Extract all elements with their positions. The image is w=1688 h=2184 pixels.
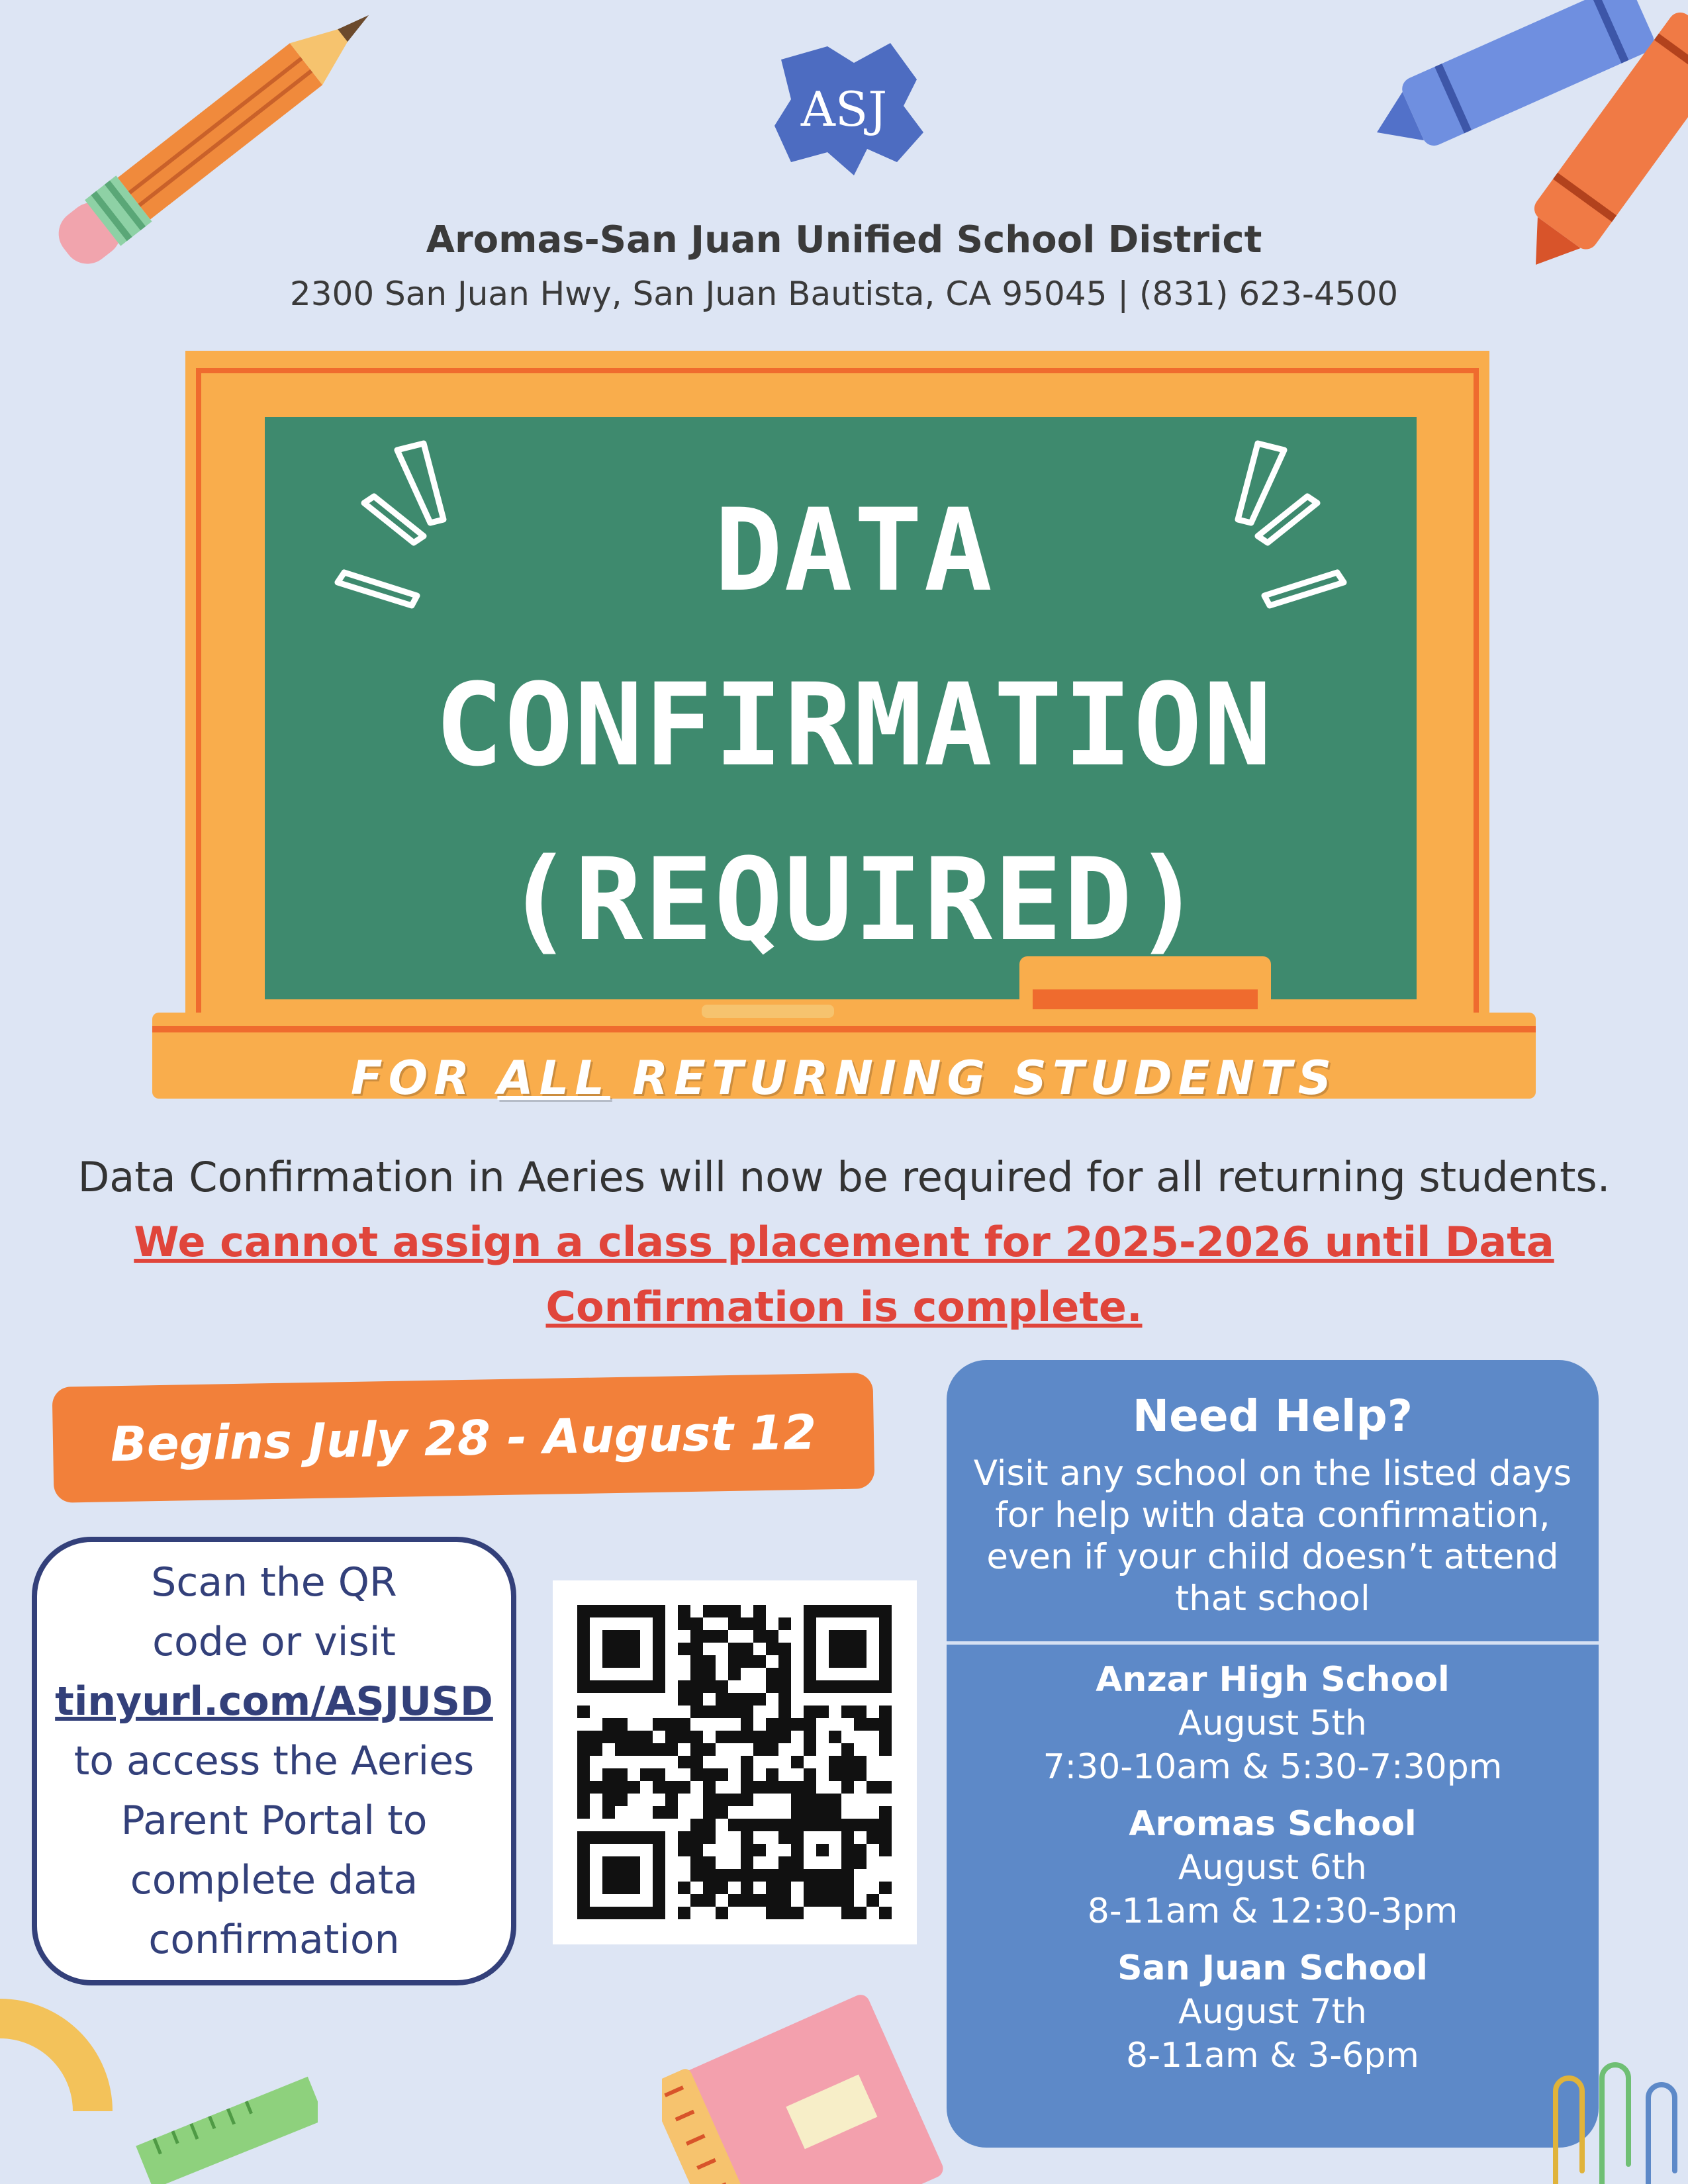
scan-line-2: code or visit [152, 1619, 396, 1665]
help-divider [947, 1641, 1599, 1645]
help-title: Need Help? [1132, 1390, 1413, 1441]
help-intro [947, 1360, 1599, 1641]
logo-text: ASJ [800, 81, 888, 137]
scan-line-4: Parent Portal to [120, 1797, 428, 1844]
school-name: Anzar High School [1096, 1660, 1450, 1700]
schedule-san-juan [947, 1946, 1599, 2077]
school-hours: 8-11am & 3-6pm [1126, 2036, 1419, 2075]
scan-line-1: Scan the QR [151, 1559, 397, 1606]
ruler-illustration [0, 1979, 318, 2184]
scan-instructions [32, 1537, 516, 1985]
school-date: August 5th [1178, 1704, 1367, 1743]
board-title-line-3: (REQUIRED) [504, 833, 1203, 966]
qr-code[interactable] [553, 1580, 917, 1944]
district-logo [755, 33, 933, 185]
board-title-line-1: DATA [714, 484, 994, 617]
qr-code-graphic [553, 1580, 917, 1944]
tinyurl-link[interactable]: tinyurl.com/ASJUSD [55, 1678, 493, 1725]
returning-students-banner [152, 1051, 1536, 1105]
paperclips-illustration [1529, 2052, 1688, 2184]
schedule-aromas [947, 1802, 1599, 1933]
school-date: August 6th [1178, 1848, 1367, 1888]
school-hours: 8-11am & 12:30-3pm [1087, 1891, 1458, 1931]
school-hours: 7:30-10am & 5:30-7:30pm [1043, 1747, 1503, 1787]
school-name: Aromas School [1129, 1804, 1417, 1844]
board-title-line-2: CONFIRMATION [434, 659, 1274, 792]
school-date: August 7th [1178, 1992, 1367, 2032]
banner-suffix: RETURNING STUDENTS [610, 1051, 1338, 1105]
banner-prefix: FOR [350, 1051, 498, 1105]
intro-text: Data Confirmation in Aeries will now be required for all returning students. [77, 1153, 1611, 1201]
district-address: 2300 San Juan Hwy, San Juan Bautista, CA 95045 | (831) 623-4500 [289, 275, 1399, 313]
dates-label: Begins July 28 - August 12 [110, 1404, 817, 1472]
help-panel [947, 1360, 1599, 2148]
district-name: Aromas-San Juan Unified School District [426, 218, 1262, 261]
notebook-illustration [662, 1992, 973, 2184]
scan-line-5: complete data [130, 1857, 418, 1903]
scan-line-3: to access the Aeries [73, 1738, 475, 1784]
school-schedule [947, 1658, 1599, 2091]
banner-emphasis: ALL [497, 1051, 610, 1105]
scan-line-6: confirmation [148, 1917, 400, 1963]
intro-warning: We cannot assign a class placement for 2025-2026 until Data Confirmation is complete. [134, 1218, 1554, 1331]
schedule-anzar [947, 1658, 1599, 1789]
dates-pill [52, 1373, 875, 1503]
help-text: Visit any school on the listed days for help with data confirmation, even if your child doesn’t attend that school [973, 1453, 1572, 1619]
school-name: San Juan School [1117, 1948, 1428, 1988]
intro-paragraph [66, 1145, 1622, 1340]
board-title [238, 463, 1470, 987]
